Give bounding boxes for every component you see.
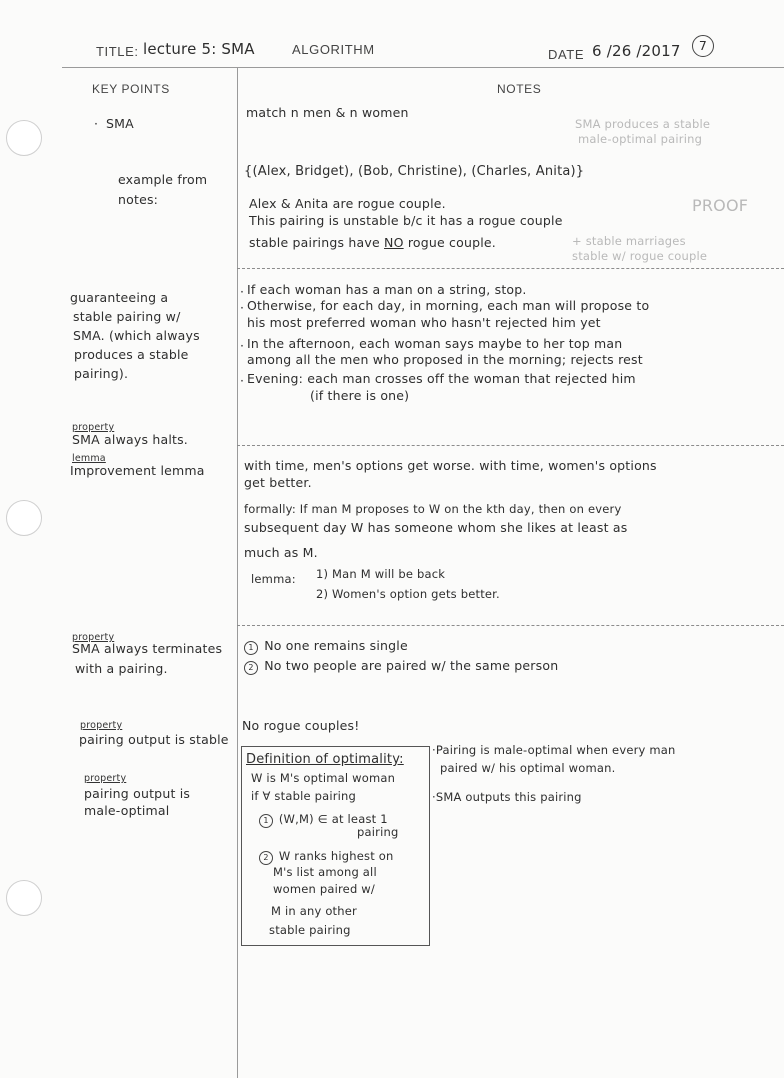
definition-line-5: W ranks highest on bbox=[278, 849, 394, 863]
guarantee-note-7: (if there is one) bbox=[310, 388, 410, 403]
binder-hole-top bbox=[6, 120, 42, 156]
definition-line-9: stable pairing bbox=[269, 923, 351, 937]
bullet-dot: · bbox=[240, 338, 245, 353]
note-stable-output: No rogue couples! bbox=[242, 718, 360, 733]
tag-property: property bbox=[80, 720, 123, 731]
example-set: {(Alex, Bridget), (Bob, Christine), (Charles, Anita)} bbox=[244, 164, 585, 179]
tag-lemma: lemma bbox=[72, 453, 106, 464]
tag-property: property bbox=[84, 773, 127, 784]
header-line bbox=[62, 67, 784, 68]
definition-title: Definition of optimality: bbox=[246, 752, 404, 767]
lemma-item-2: 2) Women's option gets better. bbox=[316, 587, 500, 601]
example-line-3-emphasis: NO bbox=[384, 235, 404, 250]
example-line-1: Alex & Anita are rogue couple. bbox=[249, 196, 446, 211]
section-divider bbox=[237, 625, 784, 626]
male-optimal-note-3: ·SMA outputs this pairing bbox=[432, 790, 582, 804]
key-terminates-1: SMA always terminates bbox=[72, 641, 223, 656]
guarantee-note-6: Evening: each man crosses off the woman that rejected him bbox=[247, 371, 636, 386]
bleed-through-text: male-optimal pairing bbox=[578, 132, 703, 146]
section-divider bbox=[237, 445, 784, 446]
key-male-optimal-1: pairing output is bbox=[84, 786, 191, 801]
date-label: DATE bbox=[548, 47, 585, 62]
lemma-label: lemma: bbox=[251, 572, 296, 586]
key-improvement: Improvement lemma bbox=[70, 463, 205, 478]
definition-line-1: W is M's optimal woman bbox=[251, 771, 396, 785]
terminates-item-1 bbox=[244, 638, 408, 655]
example-line-3c: rogue couple. bbox=[407, 235, 496, 250]
lemma-item-1: 1) Man M will be back bbox=[316, 567, 446, 581]
page-number: 7 bbox=[692, 35, 714, 57]
definition-line-3: (W,M) ∈ at least 1 bbox=[278, 812, 388, 826]
key-halts: SMA always halts. bbox=[72, 432, 188, 447]
male-optimal-note-2: paired w/ his optimal woman. bbox=[440, 761, 616, 775]
tag-property: property bbox=[72, 632, 115, 643]
definition-line-2: if ∀ stable pairing bbox=[251, 789, 357, 803]
definition-item-2 bbox=[259, 850, 393, 865]
guarantee-note-4: In the afternoon, each woman says maybe to her top man bbox=[247, 336, 623, 351]
male-optimal-note-1: ·Pairing is male-optimal when every man bbox=[432, 743, 676, 757]
circled-number: 2 bbox=[259, 851, 273, 865]
example-line-2: This pairing is unstable b/c it has a rogue couple bbox=[249, 213, 563, 228]
key-terminates-2: with a pairing. bbox=[75, 661, 168, 676]
bleed-through-text: + stable marriages bbox=[572, 234, 686, 248]
bleed-through-text: PROOF bbox=[692, 196, 749, 215]
binder-hole-bottom bbox=[6, 880, 42, 916]
section-divider bbox=[237, 268, 784, 269]
definition-line-6: M's list among all bbox=[273, 865, 377, 879]
key-guarantee-3: SMA. (which always bbox=[73, 328, 200, 343]
key-sma: SMA bbox=[106, 116, 134, 131]
tag-property: property bbox=[72, 422, 115, 433]
definition-line-8: M in any other bbox=[271, 904, 357, 918]
example-line-3 bbox=[249, 235, 496, 250]
improvement-note-5: much as M. bbox=[244, 545, 318, 560]
terminates-item-2 bbox=[244, 658, 558, 675]
guarantee-note-1: If each woman has a man on a string, stop. bbox=[247, 282, 527, 297]
example-line-3a: stable pairings have bbox=[249, 235, 380, 250]
bullet-dot: · bbox=[94, 116, 99, 131]
key-guarantee-1: guaranteeing a bbox=[70, 290, 169, 305]
improvement-note-3: formally: If man M proposes to W on the kth day, then on every bbox=[244, 502, 622, 516]
title-label: TITLE: bbox=[96, 44, 139, 59]
key-stable-output: pairing output is stable bbox=[79, 732, 229, 747]
key-male-optimal-2: male-optimal bbox=[84, 803, 170, 818]
key-example: example from notes: bbox=[118, 172, 208, 207]
key-guarantee-5: pairing). bbox=[74, 366, 129, 381]
guarantee-note-5: among all the men who proposed in the morning; rejects rest bbox=[247, 352, 643, 367]
bleed-through-text: stable w/ rogue couple bbox=[572, 249, 708, 263]
improvement-note-2: get better. bbox=[244, 475, 312, 490]
circled-number: 2 bbox=[244, 661, 258, 675]
guarantee-note-2: Otherwise, for each day, in morning, each man will propose to bbox=[247, 298, 650, 313]
binder-hole-middle bbox=[6, 500, 42, 536]
terminates-text-1: No one remains single bbox=[264, 638, 408, 653]
bullet-dot: · bbox=[240, 284, 245, 299]
definition-line-7: women paired w/ bbox=[273, 882, 375, 896]
note-sma: match n men & n women bbox=[246, 105, 409, 120]
improvement-note-4: subsequent day W has someone whom she likes at least as bbox=[244, 520, 628, 535]
bullet-dot: · bbox=[240, 300, 245, 315]
date-value: 6 /26 /2017 bbox=[592, 42, 681, 60]
key-points-heading: KEY POINTS bbox=[92, 82, 170, 96]
notes-heading: NOTES bbox=[497, 82, 542, 96]
bullet-dot: · bbox=[240, 373, 245, 388]
circled-number: 1 bbox=[259, 814, 273, 828]
key-guarantee-2: stable pairing w/ bbox=[73, 309, 181, 324]
page-title-extra: ALGORITHM bbox=[292, 42, 375, 57]
column-divider bbox=[237, 68, 238, 1078]
key-guarantee-4: produces a stable bbox=[74, 347, 189, 362]
terminates-text-2: No two people are paired w/ the same person bbox=[264, 658, 559, 673]
page-title: lecture 5: SMA bbox=[143, 40, 255, 58]
improvement-note-1: with time, men's options get worse. with time, women's options bbox=[244, 458, 657, 473]
circled-number: 1 bbox=[244, 641, 258, 655]
definition-line-4: pairing bbox=[357, 825, 399, 839]
bleed-through-text: SMA produces a stable bbox=[575, 117, 711, 131]
guarantee-note-3: his most preferred woman who hasn't rejected him yet bbox=[247, 315, 601, 330]
